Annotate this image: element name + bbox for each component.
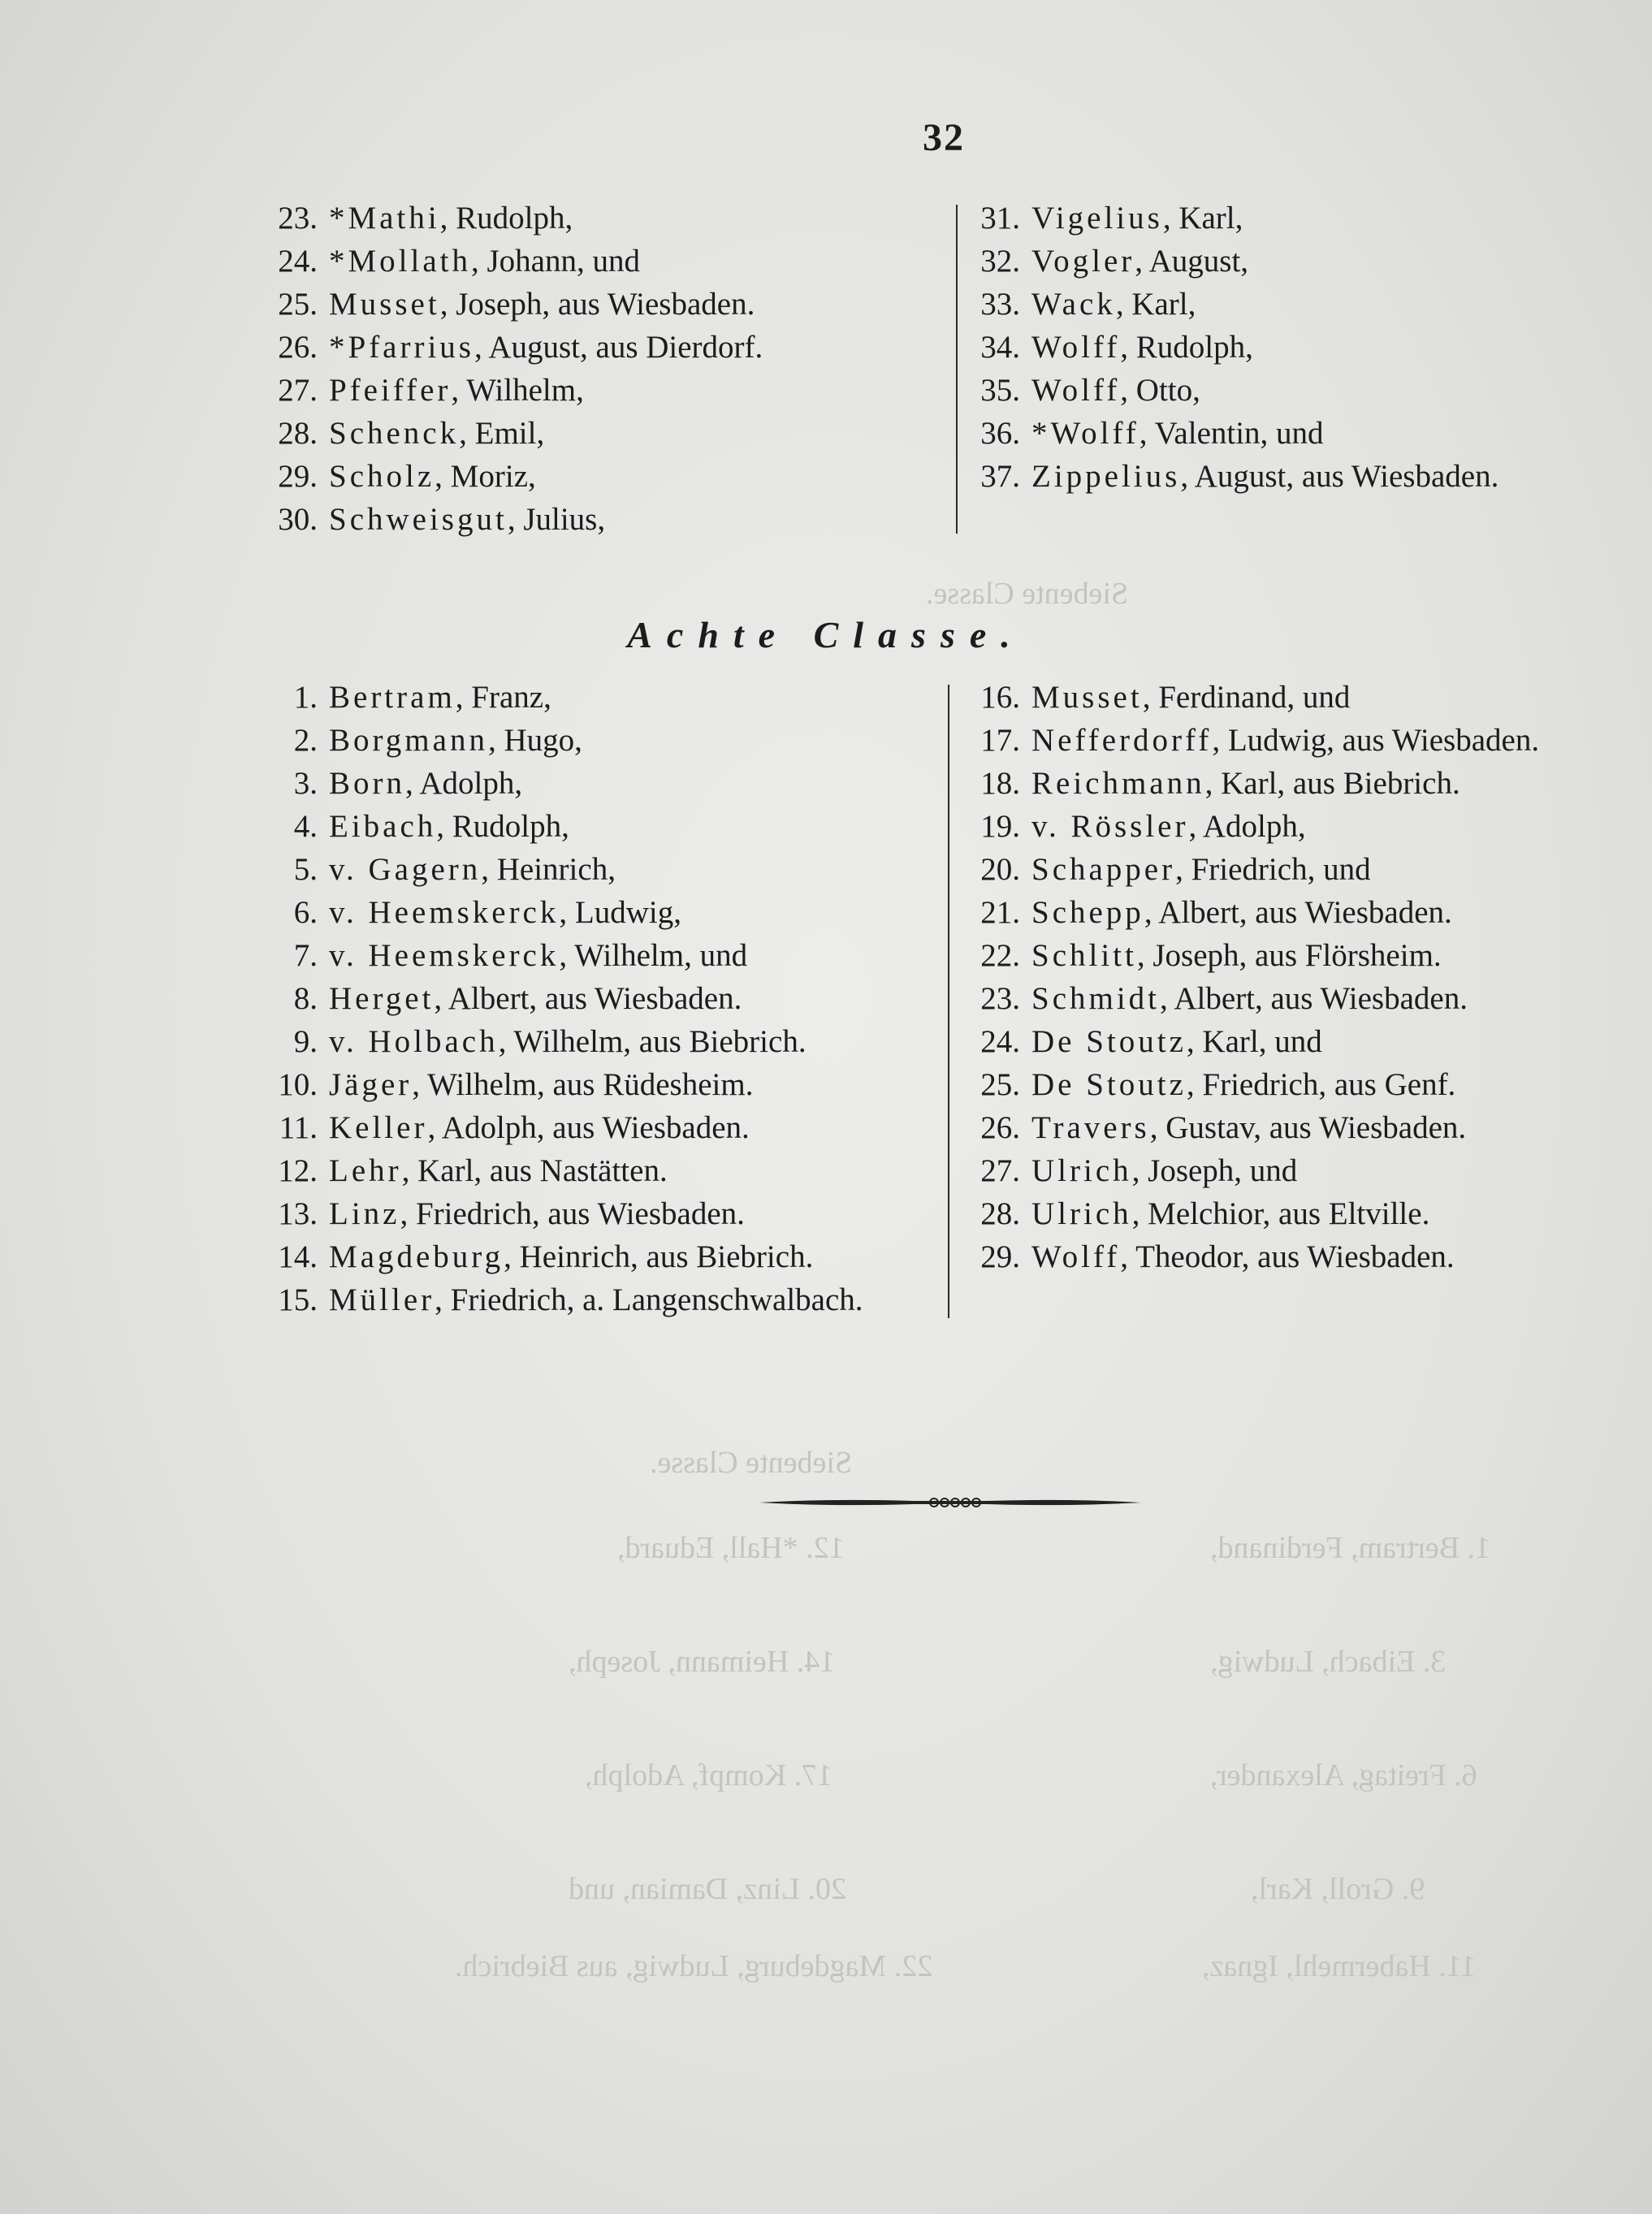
list-entry: [293, 1020, 863, 1063]
entry-number: 35.: [980, 373, 1020, 408]
list-entry: [278, 1192, 863, 1235]
bleed-through-text: 6. Freitag, Alexander,: [1210, 1758, 1477, 1792]
entry-number: 6.: [293, 895, 318, 930]
entry-details: , Wilhelm,: [451, 373, 584, 408]
entry-number: 26.: [980, 1110, 1020, 1145]
entry-details: , Wilhelm, aus Rüdesheim.: [412, 1067, 754, 1102]
list-entry: [278, 455, 763, 498]
list-entry: [980, 1235, 1539, 1278]
entry-details: , Melchior, aus Eltville.: [1131, 1196, 1430, 1231]
entry-number: 21.: [980, 895, 1020, 930]
bleed-through-text: 3. Eibach, Ludwig,: [1210, 1645, 1447, 1679]
entry-number: 13.: [278, 1196, 318, 1231]
entry-surname: Lehr: [329, 1153, 402, 1188]
section-heading: Achte Classe.: [627, 614, 1025, 655]
entry-number: 20.: [980, 852, 1020, 887]
list-entry: [278, 369, 763, 412]
top-left-column: [278, 197, 763, 541]
list-entry: [980, 283, 1498, 326]
entry-details: , Friedrich, a. Langenschwalbach.: [435, 1282, 863, 1317]
entry-surname: *Mollath: [329, 244, 471, 279]
entry-number: 9.: [293, 1024, 318, 1059]
entry-surname: Wolff: [1031, 330, 1121, 365]
bleed-through-text: 22. Magdeburg, Ludwig, aus Biebrich.: [455, 1949, 933, 1983]
entry-number: 24.: [980, 1024, 1020, 1059]
entry-number: 28.: [980, 1196, 1020, 1231]
entry-surname: Vigelius: [1031, 201, 1163, 236]
list-entry: [980, 369, 1498, 412]
entry-number: 36.: [980, 416, 1020, 451]
bleed-through-text: Siebente Classe.: [650, 1446, 853, 1480]
list-entry: [293, 891, 863, 934]
entry-surname: v. Heemskerck: [329, 938, 560, 973]
entry-details: , Albert, aus Wiesbaden.: [434, 981, 742, 1016]
entry-number: 24.: [278, 244, 318, 279]
entry-number: 33.: [980, 287, 1020, 322]
entry-surname: Schlitt: [1031, 938, 1137, 973]
entry-details: , August, aus Wiesbaden.: [1180, 459, 1499, 494]
entry-details: , Rudolph,: [436, 809, 569, 844]
entry-number: 34.: [980, 330, 1020, 365]
entry-number: 23.: [980, 981, 1020, 1016]
entry-surname: De Stoutz: [1031, 1067, 1187, 1102]
entry-details: , Julius,: [507, 502, 606, 537]
list-entry: [980, 1020, 1539, 1063]
list-entry: [980, 240, 1498, 283]
entry-details: , Adolph,: [1188, 809, 1306, 844]
entry-surname: Linz: [329, 1196, 400, 1231]
entry-details: , Heinrich, aus Biebrich.: [504, 1239, 814, 1274]
entry-surname: Wolff: [1031, 373, 1121, 408]
entry-number: 5.: [293, 852, 318, 887]
entry-surname: Musset: [1031, 680, 1143, 715]
entry-number: 10.: [278, 1067, 318, 1102]
top-right-column: [980, 197, 1499, 498]
list-entry: [980, 197, 1498, 240]
list-entry: [278, 197, 763, 240]
page-number: 32: [923, 116, 965, 159]
list-entry: [293, 805, 863, 848]
entry-number: 25.: [980, 1067, 1020, 1102]
entry-number: 30.: [278, 502, 318, 537]
bleed-through-text: Siebente Classe.: [926, 577, 1129, 611]
entry-number: 32.: [980, 244, 1020, 279]
entry-details: , Wilhelm, aus Biebrich.: [498, 1024, 807, 1059]
entry-details: , Karl, aus Biebrich.: [1204, 766, 1460, 801]
bleed-through-text: 17. Kompf, Adolph,: [585, 1758, 833, 1792]
entry-number: 11.: [279, 1110, 318, 1145]
entry-number: 22.: [980, 938, 1020, 973]
entry-number: 27.: [980, 1153, 1020, 1188]
entry-surname: Schenck: [329, 416, 460, 451]
entry-details: , Gustav, aus Wiesbaden.: [1149, 1110, 1467, 1145]
entry-surname: Schepp: [1031, 895, 1144, 930]
entry-details: , Theodor, aus Wiesbaden.: [1120, 1239, 1455, 1274]
list-entry: [980, 676, 1539, 719]
list-entry: [278, 326, 763, 369]
entry-surname: Ulrich: [1031, 1196, 1132, 1231]
entry-surname: Ulrich: [1031, 1153, 1132, 1188]
entry-surname: Müller: [329, 1282, 435, 1317]
entry-number: 31.: [980, 201, 1020, 236]
ornament-divider: [759, 1488, 1141, 1517]
list-entry: [293, 762, 863, 805]
entry-number: 18.: [980, 766, 1020, 801]
entry-surname: *Mathi: [329, 201, 440, 236]
entry-number: 26.: [278, 330, 318, 365]
column-separator: [948, 685, 949, 1318]
entry-details: , Wilhelm, und: [559, 938, 748, 973]
entry-details: , Franz,: [455, 680, 551, 715]
entry-surname: De Stoutz: [1031, 1024, 1187, 1059]
list-entry: [293, 934, 863, 977]
entry-surname: Pfeiffer: [329, 373, 452, 408]
bleed-through-text: 9. Groll, Karl,: [1251, 1872, 1425, 1906]
entry-details: , Otto,: [1120, 373, 1200, 408]
entry-surname: *Wolff: [1031, 416, 1140, 451]
bleed-through-text: 12. *Hall, Eduard,: [617, 1531, 845, 1565]
entry-surname: Schapper: [1031, 852, 1176, 887]
list-entry: [278, 1278, 863, 1321]
entry-number: 12.: [278, 1153, 318, 1188]
entry-surname: Wolff: [1031, 1239, 1121, 1274]
entry-surname: Reichmann: [1031, 766, 1205, 801]
entry-details: , Ludwig, aus Wiesbaden.: [1212, 723, 1540, 758]
achte-classe-right-column: [980, 676, 1540, 1278]
list-entry: [980, 1063, 1539, 1106]
list-entry: [980, 848, 1539, 891]
entry-surname: Bertram: [329, 680, 456, 715]
entry-number: 17.: [980, 723, 1020, 758]
entry-surname: Keller: [329, 1110, 428, 1145]
achte-classe-left-column: [278, 676, 863, 1321]
entry-number: 29.: [278, 459, 318, 494]
entry-surname: Zippelius: [1031, 459, 1181, 494]
entry-number: 27.: [278, 373, 318, 408]
entry-details: , Adolph, aus Wiesbaden.: [427, 1110, 750, 1145]
bleed-through-text: 14. Heimann, Joseph,: [569, 1645, 836, 1679]
entry-surname: Magdeburg: [329, 1239, 504, 1274]
entry-details: , Friedrich, aus Genf.: [1186, 1067, 1456, 1102]
entry-surname: Vogler: [1031, 244, 1135, 279]
entry-surname: *Pfarrius: [329, 330, 474, 365]
list-entry: [278, 240, 763, 283]
list-entry: [980, 891, 1539, 934]
entry-surname: Travers: [1031, 1110, 1150, 1145]
entry-details: , Friedrich, aus Wiesbaden.: [400, 1196, 745, 1231]
entry-details: , Joseph, und: [1131, 1153, 1298, 1188]
entry-number: 2.: [293, 723, 318, 758]
entry-details: , August, aus Dierdorf.: [474, 330, 763, 365]
list-entry: [278, 1063, 863, 1106]
entry-surname: Scholz: [329, 459, 435, 494]
entry-details: , August,: [1135, 244, 1249, 279]
list-entry: [293, 848, 863, 891]
entry-details: , Rudolph,: [439, 201, 573, 236]
list-entry: [980, 326, 1498, 369]
column-separator: [956, 205, 958, 534]
entry-surname: v. Heemskerck: [329, 895, 560, 930]
entry-details: , Hugo,: [487, 723, 582, 758]
list-entry: [980, 1106, 1539, 1149]
entry-details: , Karl, und: [1186, 1024, 1322, 1059]
entry-details: , Adolph,: [405, 766, 523, 801]
entry-details: , Joseph, aus Flörsheim.: [1136, 938, 1442, 973]
entry-details: , Ludwig,: [559, 895, 681, 930]
entry-number: 37.: [980, 459, 1020, 494]
entry-surname: Borgmann: [329, 723, 488, 758]
entry-details: , Rudolph,: [1120, 330, 1253, 365]
entry-surname: v. Rössler: [1031, 809, 1189, 844]
list-entry: [980, 1192, 1539, 1235]
entry-details: , Karl,: [1162, 201, 1243, 236]
bleed-through-text: 20. Linz, Damian, und: [569, 1872, 846, 1906]
list-entry: [293, 719, 863, 762]
list-entry: [980, 934, 1539, 977]
entry-details: , Heinrich,: [481, 852, 616, 887]
entry-details: , Johann, und: [471, 244, 640, 279]
list-entry: [278, 498, 763, 541]
entry-surname: Herget: [329, 981, 435, 1016]
entry-number: 7.: [293, 938, 318, 973]
entry-surname: v. Holbach: [329, 1024, 499, 1059]
entry-surname: Eibach: [329, 809, 437, 844]
entry-number: 28.: [278, 416, 318, 451]
entry-surname: v. Gagern: [329, 852, 482, 887]
bleed-through-text: 1. Bertram, Ferdinand,: [1210, 1531, 1491, 1565]
entry-number: 19.: [980, 809, 1020, 844]
list-entry: [278, 1235, 863, 1278]
entry-number: 29.: [980, 1239, 1020, 1274]
entry-details: , Albert, aus Wiesbaden.: [1144, 895, 1452, 930]
list-entry: [980, 1149, 1539, 1192]
entry-details: , Valentin, und: [1139, 416, 1324, 451]
list-entry: [278, 283, 763, 326]
entry-details: , Joseph, aus Wiesbaden.: [439, 287, 755, 322]
entry-number: 25.: [278, 287, 318, 322]
list-entry: [980, 455, 1499, 498]
list-entry: [278, 412, 763, 455]
entry-details: , Emil,: [459, 416, 545, 451]
entry-surname: Wack: [1031, 287, 1116, 322]
entry-surname: Schmidt: [1031, 981, 1161, 1016]
entry-details: , Albert, aus Wiesbaden.: [1160, 981, 1468, 1016]
list-entry: [980, 805, 1539, 848]
list-entry: [293, 676, 863, 719]
entry-number: 1.: [293, 680, 318, 715]
list-entry: [980, 977, 1539, 1020]
entry-number: 8.: [293, 981, 318, 1016]
list-entry: [279, 1106, 863, 1149]
entry-number: 4.: [293, 809, 318, 844]
entry-details: , Moriz,: [435, 459, 536, 494]
entry-details: , Ferdinand, und: [1142, 680, 1351, 715]
list-entry: [980, 412, 1498, 455]
list-entry: [278, 1149, 863, 1192]
entry-surname: Musset: [329, 287, 440, 322]
entry-number: 16.: [980, 680, 1020, 715]
list-entry: [293, 977, 863, 1020]
entry-details: , Karl, aus Nastätten.: [401, 1153, 668, 1188]
bleed-through-text: 11. Habermehl, Ignaz,: [1202, 1949, 1477, 1983]
entry-number: 23.: [278, 201, 318, 236]
entry-number: 14.: [278, 1239, 318, 1274]
entry-surname: Schweisgut: [329, 502, 508, 537]
entry-number: 15.: [278, 1282, 318, 1317]
entry-surname: Nefferdorff: [1031, 723, 1213, 758]
entry-number: 3.: [293, 766, 318, 801]
entry-details: , Karl,: [1115, 287, 1196, 322]
list-entry: [980, 762, 1539, 805]
entry-surname: Jäger: [329, 1067, 413, 1102]
entry-surname: Born: [329, 766, 405, 801]
entry-details: , Friedrich, und: [1175, 852, 1371, 887]
list-entry: [980, 719, 1540, 762]
